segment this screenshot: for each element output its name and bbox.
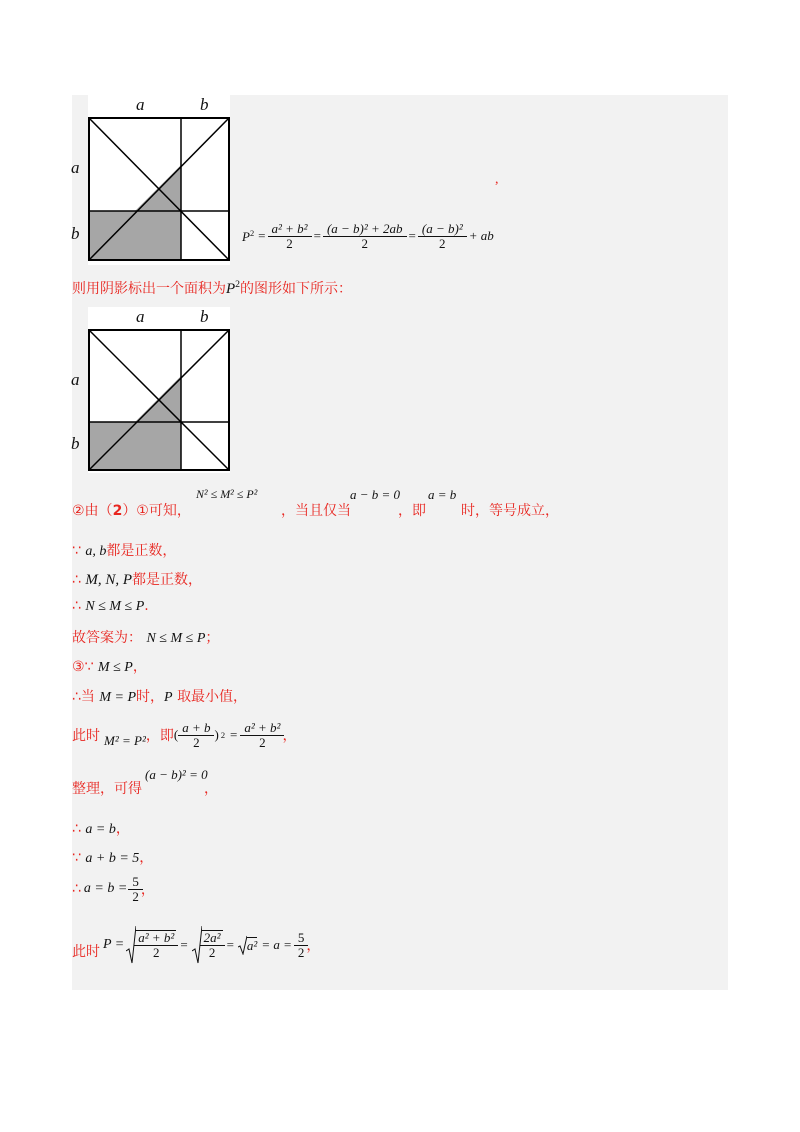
circled-3-line: ③∵ M ≤ P， bbox=[72, 659, 147, 675]
final-line: 此时 P = $\frac{\text{a² + b²}}{2}$ = $\frac{\text{2a²}}{2}$ = a² = a = $\frac{5}{2}$ ， bbox=[72, 922, 320, 968]
square-diagram-2 bbox=[88, 307, 230, 473]
circled-2-text4: 时，等号成立， bbox=[461, 503, 559, 519]
condition-a-minus-b: a − b = 0 bbox=[350, 487, 401, 502]
square-figure-2 bbox=[88, 329, 230, 471]
sqrt-sign-3 bbox=[238, 935, 247, 955]
inequality-chain: N² ≤ M² ≤ P² bbox=[196, 487, 258, 501]
circled-2-text2: ，当且仅当 bbox=[281, 503, 351, 519]
therefore-ineq-line: ∴ N ≤ M ≤ P. bbox=[72, 598, 149, 614]
answer-line: 故答案为： N ≤ M ≤ P； bbox=[72, 630, 220, 646]
label-left-a: a bbox=[71, 370, 80, 389]
simplify-math: (a − b)² = 0 bbox=[145, 767, 208, 782]
circled-2-text3: ，即 bbox=[398, 503, 426, 519]
label-top-b: b bbox=[200, 307, 209, 326]
label-top-a: a bbox=[136, 95, 145, 114]
at-this-time-line: 此时 M² = P² ，即 ( $\frac{a + b}{2}$ ) 2 = $\frac{\text{a² + b²}}{2}$ ， bbox=[72, 719, 297, 750]
label-left-a: a bbox=[71, 158, 80, 177]
label-top-a: a bbox=[136, 307, 145, 326]
square-diagram-1 bbox=[88, 95, 230, 265]
simplify-tail: ， bbox=[204, 781, 218, 797]
condition-a-eq-b: a = b bbox=[428, 487, 457, 502]
simplify-line: 整理，可得 bbox=[72, 781, 142, 797]
p-squared-formula: $P^2$ = $\frac{\text{a² + b²}}{2}$ = $\frac{\text{(a − b)² + 2ab}}{2}$ = $\frac{\text{(a − b)²}}{2}$ + ab bbox=[242, 221, 494, 251]
label-left-b: b bbox=[71, 224, 80, 243]
sum-line: ∵ a + b = 5， bbox=[72, 850, 154, 866]
when-m-eq-p-line: ∴当 M = P时，P 取最小值， bbox=[72, 689, 248, 705]
circled-2-line: ②由（2）①可知， bbox=[72, 503, 191, 519]
square-figure-1 bbox=[88, 117, 230, 261]
a-eq-b-line: ∴ a = b， bbox=[72, 821, 130, 837]
label-top-b: b bbox=[200, 95, 209, 114]
shade-intro-line: 则用阴影标出一个面积为$P^2$的图形如下所示： bbox=[72, 279, 353, 297]
label-left-b: b bbox=[71, 434, 80, 453]
therefore-mnp-line: ∴ M, N, P都是正数， bbox=[72, 572, 203, 588]
because-ab-line: ∵ a, b都是正数， bbox=[72, 543, 177, 559]
a-value-line: ∴ a = b = $\frac{5}{2}$ ， bbox=[72, 873, 155, 904]
stray-comma: , bbox=[495, 172, 499, 187]
